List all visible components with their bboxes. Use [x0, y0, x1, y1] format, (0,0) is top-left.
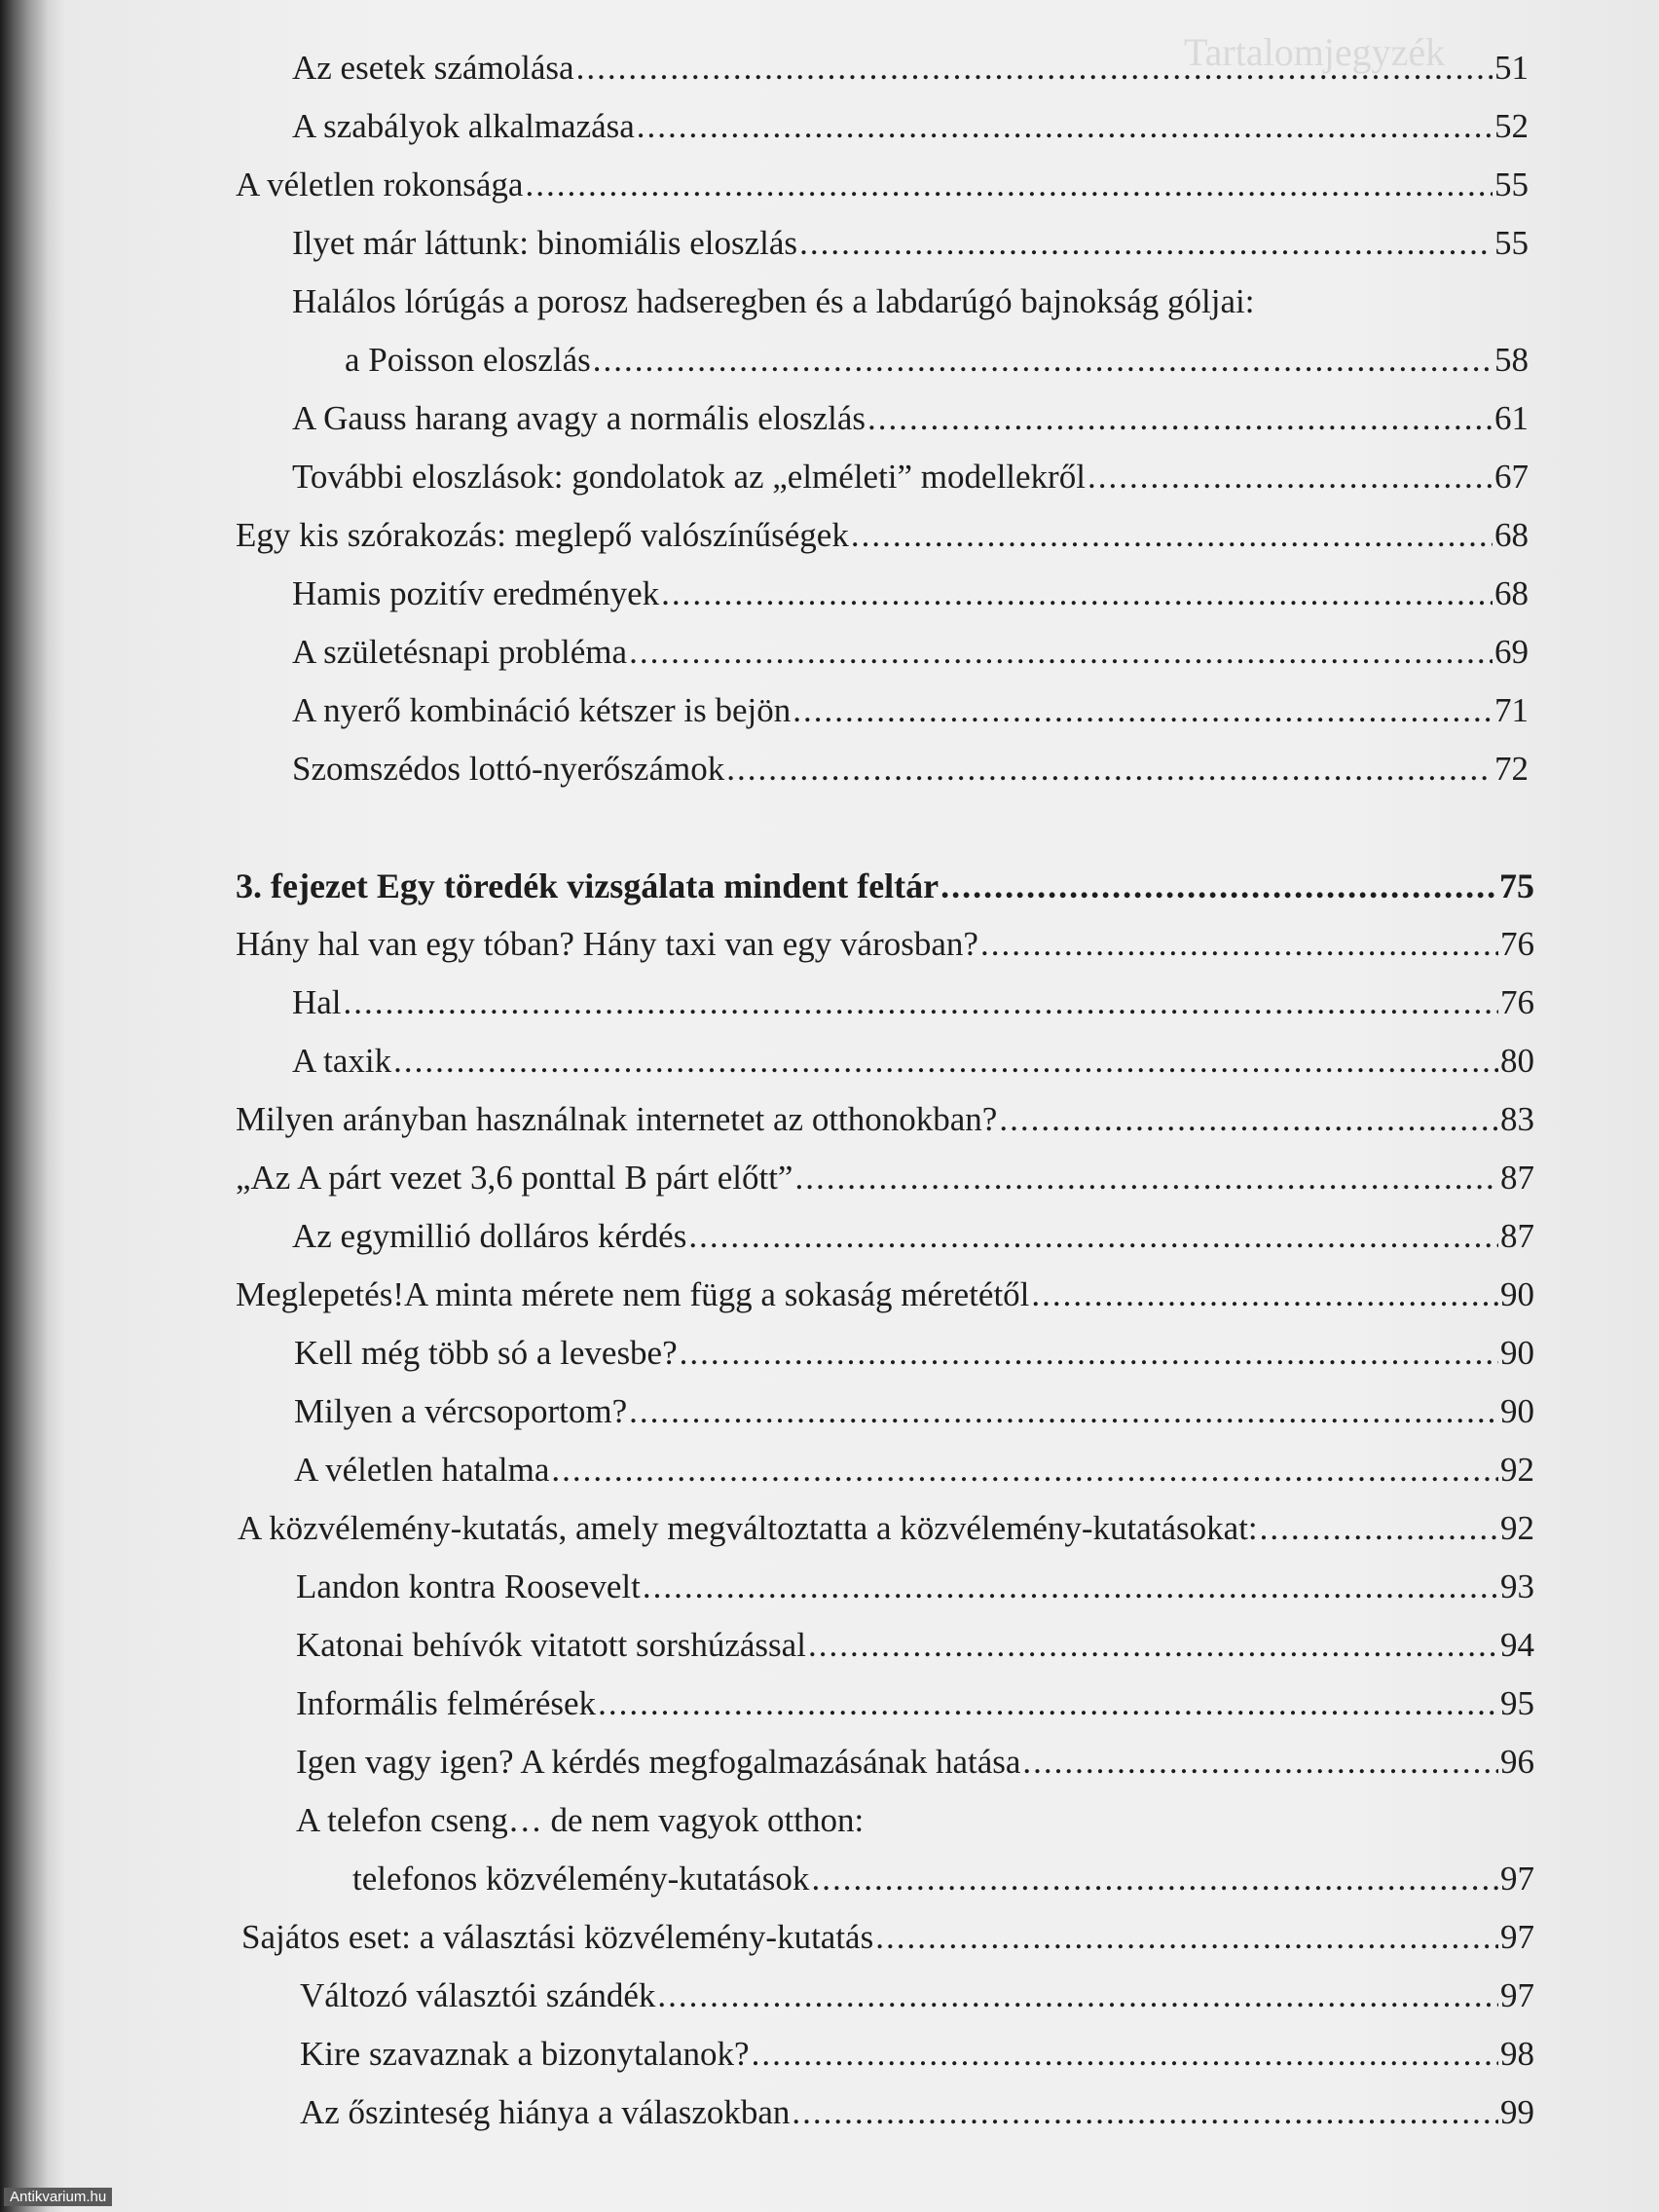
- dot-leader: [1088, 456, 1493, 498]
- dot-leader: [643, 1566, 1498, 1608]
- dot-leader: [598, 1682, 1498, 1725]
- dot-leader: [851, 514, 1493, 557]
- toc-entry-title: Halálos lórúgás a porosz hadseregben és a labdarúgó bajnokság góljai:: [292, 282, 1255, 320]
- toc-chapter-heading: [236, 865, 1534, 907]
- toc-entry-page: 90: [1500, 1334, 1534, 1372]
- dot-leader: [393, 1040, 1498, 1083]
- dot-leader: [661, 572, 1493, 615]
- toc-entry-title: Az egymillió dolláros kérdés: [292, 1217, 687, 1255]
- toc-entry-title: Kire szavaznak a bizonytalanok?: [300, 2035, 750, 2073]
- toc-entry-page: 75: [1499, 866, 1534, 905]
- toc-entry: [296, 1624, 1534, 1667]
- toc-entry-page: 68: [1494, 574, 1529, 612]
- toc-entry-title: „Az A párt vezet 3,6 ponttal B párt előtt”: [236, 1159, 793, 1197]
- toc-entry: [345, 339, 1529, 382]
- toc-entry: [294, 1449, 1534, 1492]
- dot-leader: [344, 981, 1498, 1024]
- toc-entry-page: 97: [1500, 1860, 1534, 1898]
- toc-entry: [352, 1858, 1534, 1900]
- toc-entry-page: 72: [1494, 750, 1529, 788]
- toc-entry-page: 95: [1500, 1684, 1534, 1722]
- toc-entry-title: Informális felmérések: [296, 1684, 597, 1722]
- toc-entry-title: Hal: [292, 983, 342, 1021]
- dot-leader: [593, 339, 1493, 382]
- toc-entry: [292, 631, 1529, 674]
- toc-entry-title: További eloszlások: gondolatok az „elméleti” modellekről: [292, 458, 1086, 496]
- toc-entry-page: 51: [1494, 49, 1529, 87]
- toc-entry-page: 96: [1500, 1743, 1534, 1781]
- toc-entry: [292, 1040, 1534, 1083]
- toc-entry-page: 55: [1494, 166, 1529, 203]
- dot-leader: [726, 748, 1493, 791]
- dot-leader: [980, 923, 1498, 966]
- book-spine-shadow: [0, 0, 68, 2212]
- toc-entry: [241, 1916, 1534, 1959]
- toc-entry-page: 61: [1494, 399, 1529, 437]
- dot-leader: [576, 47, 1493, 90]
- toc-entry-page: 83: [1500, 1100, 1534, 1138]
- toc-entry-page: 92: [1500, 1451, 1534, 1489]
- toc-entry: [292, 1215, 1534, 1258]
- toc-entry-title: Ilyet már láttunk: binomiális eloszlás: [292, 224, 798, 262]
- dot-leader: [637, 105, 1493, 148]
- toc-entry: [292, 572, 1529, 615]
- dot-leader: [799, 222, 1493, 265]
- toc-entry-title: A Gauss harang avagy a normális eloszlás: [292, 399, 866, 437]
- dot-leader: [792, 2091, 1498, 2134]
- toc-entry: [236, 514, 1529, 557]
- toc-entry: [236, 1157, 1534, 1199]
- toc-entry-title: Hány hal van egy tóban? Hány taxi van egy városban?: [236, 925, 978, 963]
- toc-entry: [292, 222, 1529, 265]
- toc-entry-title: Az őszinteség hiánya a válaszokban: [300, 2093, 791, 2131]
- toc-entry-page: 97: [1500, 1918, 1534, 1956]
- toc-entry: [236, 164, 1529, 206]
- toc-entry: [296, 1566, 1534, 1608]
- toc-entry-page: 67: [1494, 458, 1529, 496]
- toc-entry-page: 55: [1494, 224, 1529, 262]
- toc-entry-title: 3. fejezet Egy töredék vizsgálata mindent feltár: [236, 866, 940, 905]
- toc-entry-title: Milyen arányban használnak internetet az otthonokban?: [236, 1100, 998, 1138]
- toc-entry-title: Sajátos eset: a választási közvélemény-kutatás: [241, 1918, 874, 1956]
- toc-entry-title: A közvélemény-kutatás, amely megváltoztatta a közvélemény-kutatásokat:: [238, 1509, 1258, 1547]
- toc-entry-title: telefonos közvélemény-kutatások: [352, 1860, 810, 1898]
- toc-entry-title: Meglepetés!A minta mérete nem függ a sokaság méretétől: [236, 1275, 1030, 1313]
- toc-entry-title: Katonai behívók vitatott sorshúzással: [296, 1626, 806, 1664]
- toc-entry-page: 92: [1500, 1509, 1534, 1547]
- toc-entry: [296, 1799, 1534, 1842]
- toc-entry: [300, 2091, 1534, 2134]
- toc-entry-page: 71: [1494, 691, 1529, 729]
- toc-entry-page: 69: [1494, 633, 1529, 671]
- toc-entry-title: Milyen a vércsoportom?: [294, 1392, 628, 1430]
- toc-entry-title: Szomszédos lottó-nyerőszámok: [292, 750, 725, 788]
- toc-entry: [292, 748, 1529, 791]
- toc-entry-title: a Poisson eloszlás: [345, 341, 591, 379]
- site-watermark: Antikvarium.hu: [4, 2188, 112, 2206]
- dot-leader: [875, 1916, 1498, 1959]
- toc-entry-page: 90: [1500, 1392, 1534, 1430]
- toc-entry-page: 58: [1494, 341, 1529, 379]
- dot-leader: [808, 1624, 1498, 1667]
- toc-entry: [294, 1332, 1534, 1375]
- dot-leader: [752, 2033, 1498, 2076]
- dot-leader: [940, 865, 1497, 907]
- toc-entry: [236, 1273, 1534, 1316]
- toc-entry: [292, 397, 1529, 440]
- toc-entry-title: Az esetek számolása: [292, 49, 574, 87]
- toc-entry-page: 76: [1500, 925, 1534, 963]
- dot-leader: [525, 164, 1493, 206]
- toc-entry-page: 93: [1500, 1567, 1534, 1605]
- toc-entry-title: A véletlen hatalma: [294, 1451, 550, 1489]
- dot-leader: [867, 397, 1493, 440]
- toc-entry: [300, 2033, 1534, 2076]
- dot-leader: [794, 1157, 1498, 1199]
- toc-entry: [236, 923, 1534, 966]
- toc-entry-page: 68: [1494, 516, 1529, 554]
- dot-leader: [551, 1449, 1498, 1492]
- toc-entry-page: 94: [1500, 1626, 1534, 1664]
- toc-entry-title: A véletlen rokonsága: [236, 166, 524, 203]
- toc-entry: [292, 689, 1529, 732]
- dot-leader: [793, 689, 1493, 732]
- toc-entry-title: A születésnapi probléma: [292, 633, 628, 671]
- table-of-contents: [64, 0, 1659, 2212]
- dot-leader: [688, 1215, 1498, 1258]
- toc-entry: [238, 1507, 1534, 1550]
- dot-leader: [629, 631, 1493, 674]
- toc-entry-page: 97: [1500, 1976, 1534, 2014]
- toc-entry: [296, 1741, 1534, 1784]
- toc-entry-title: Kell még több só a levesbe?: [294, 1334, 678, 1372]
- toc-entry-title: Egy kis szórakozás: meglepő valószínűségek: [236, 516, 849, 554]
- toc-entry: [292, 981, 1534, 1024]
- toc-entry: [294, 1390, 1534, 1433]
- toc-entry-title: A nyerő kombináció kétszer is bejön: [292, 691, 792, 729]
- toc-entry-title: A telefon cseng… de nem vagyok otthon:: [296, 1801, 865, 1839]
- toc-entry-title: A szabályok alkalmazása: [292, 107, 635, 145]
- toc-entry: [292, 105, 1529, 148]
- dot-leader: [999, 1098, 1498, 1141]
- book-page: [64, 0, 1659, 2212]
- toc-entry-title: Hamis pozitív eredmények: [292, 574, 660, 612]
- toc-entry-page: 87: [1500, 1159, 1534, 1197]
- toc-entry-page: 98: [1500, 2035, 1534, 2073]
- toc-entry-page: 80: [1500, 1042, 1534, 1080]
- toc-entry-title: A taxik: [292, 1042, 392, 1080]
- toc-entry-title: Változó választói szándék: [300, 1976, 656, 2014]
- dot-leader: [680, 1332, 1498, 1375]
- dot-leader: [1031, 1273, 1498, 1316]
- toc-entry-page: 99: [1500, 2093, 1534, 2131]
- dot-leader: [1022, 1741, 1498, 1784]
- toc-entry: [292, 456, 1529, 498]
- toc-entry: [236, 1098, 1534, 1141]
- toc-entry: [300, 1974, 1534, 2017]
- toc-entry-page: 76: [1500, 983, 1534, 1021]
- toc-entry-page: 52: [1494, 107, 1529, 145]
- toc-entry-title: Igen vagy igen? A kérdés megfogalmazásának hatása: [296, 1743, 1021, 1781]
- dot-leader: [1260, 1507, 1498, 1550]
- toc-entry: [292, 280, 1529, 323]
- dot-leader: [629, 1390, 1498, 1433]
- toc-entry: [292, 47, 1529, 90]
- toc-entry-page: 90: [1500, 1275, 1534, 1313]
- toc-entry: [296, 1682, 1534, 1725]
- toc-entry-page: 87: [1500, 1217, 1534, 1255]
- dot-leader: [657, 1974, 1498, 2017]
- dot-leader: [811, 1858, 1498, 1900]
- bleed-through-title: Tartalomjegyzék: [1184, 30, 1446, 74]
- toc-entry-title: Landon kontra Roosevelt: [296, 1567, 641, 1605]
